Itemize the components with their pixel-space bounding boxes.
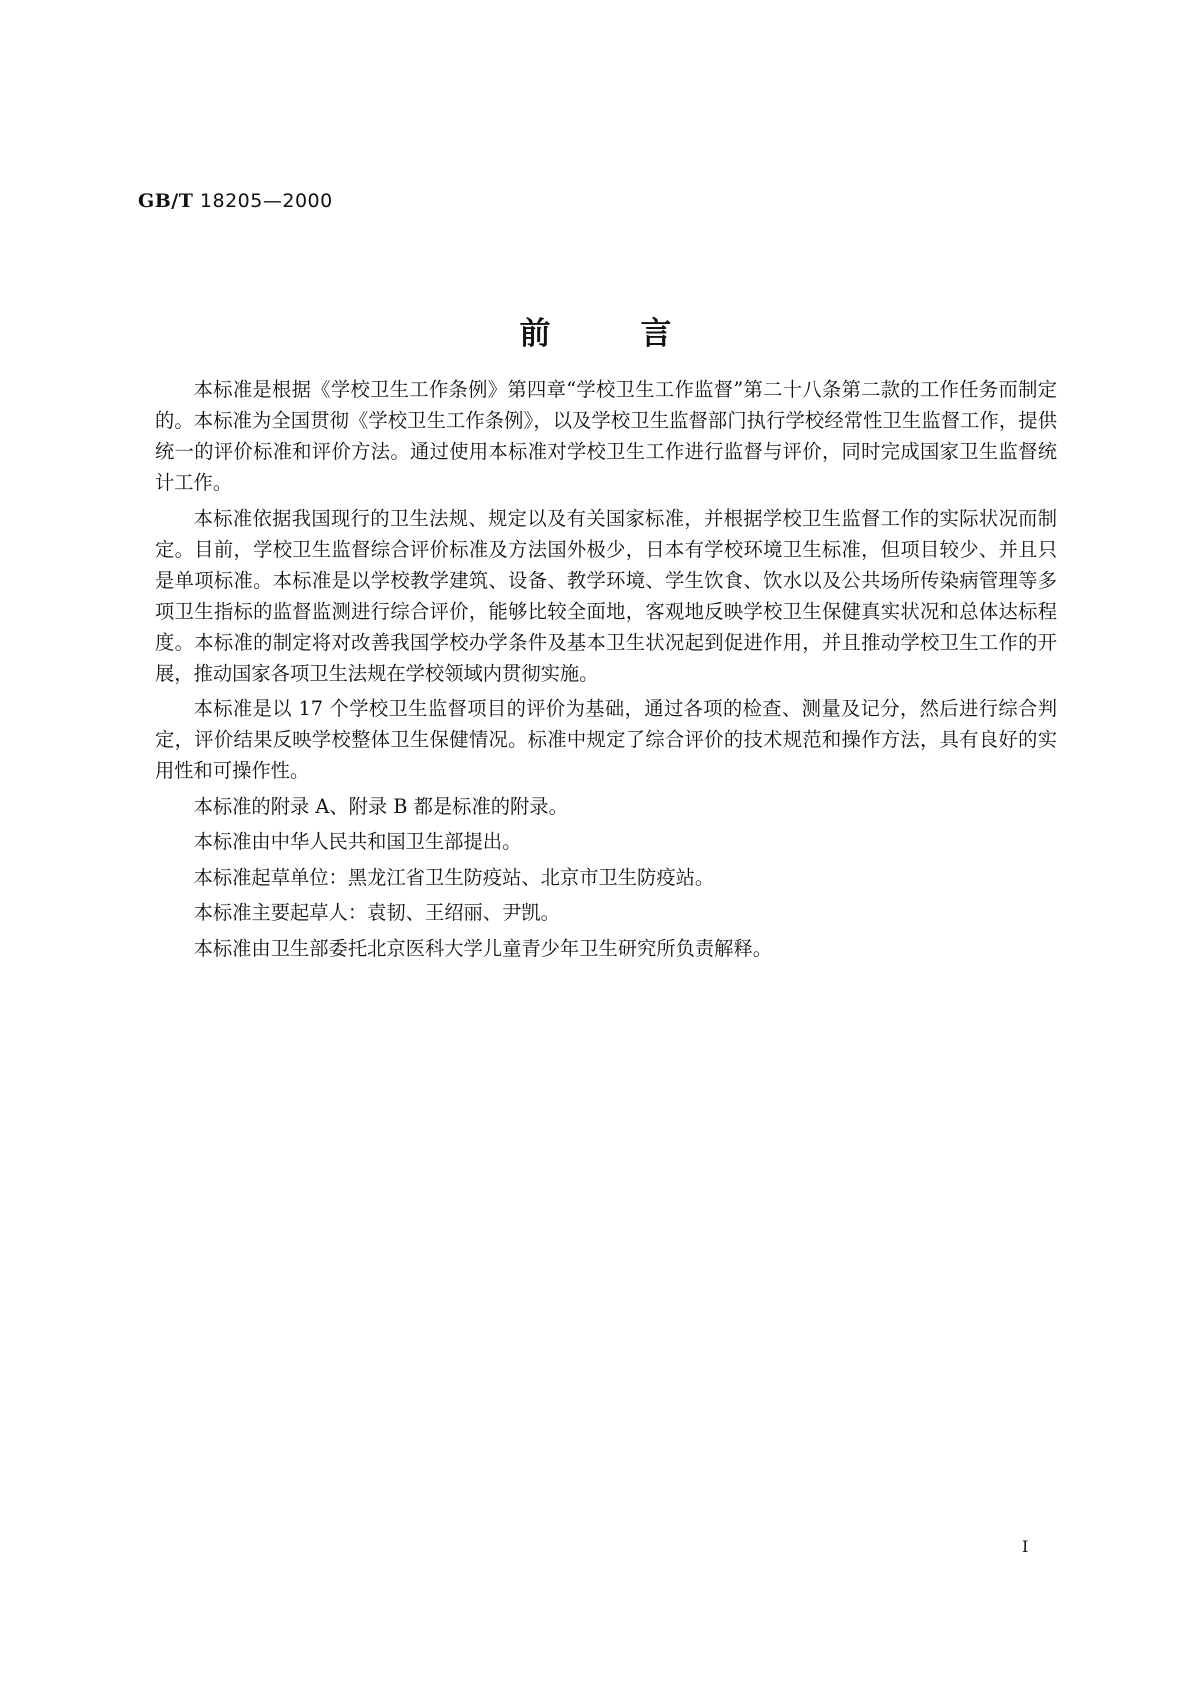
paragraph: 本标准是根据《学校卫生工作条例》第四章“学校卫生工作监督”第二十八条第二款的工作任务而制定的。本标准为全国贯彻《学校卫生工作条例》，以及学校卫生监督部门执行学校经常性卫生监督工作，提供统一的评价标准和评价方法。通过使用本标准对学校卫生工作进行监督与评价，同时完成国家卫生监督统计工作。: [155, 378, 1057, 494]
paragraph: 本标准主要起草人：袁韧、王绍丽、尹凯。: [193, 901, 560, 924]
paragraph: 本标准起草单位：黑龙江省卫生防疫站、北京市卫生防疫站。: [193, 865, 715, 889]
standard-prefix: GB/T: [138, 190, 194, 212]
paragraph: 本标准是以 17 个学校卫生监督项目的评价为基础，通过各项的检查、测量及记分，然后进行综合判定，评价结果反映学校整体卫生保健情况。标准中规定了综合评价的技术规范和操作方法，具有良好的实用性和可操作性。: [155, 697, 1057, 782]
section-title: 前言: [519, 316, 762, 352]
paragraph: 本标准的附录 A、附录 B 都是标准的附录。: [193, 794, 568, 818]
foreword-body: [155, 374, 1057, 968]
standard-code: [138, 190, 333, 212]
page-number: I: [1022, 1537, 1029, 1556]
paragraph: 本标准由中华人民共和国卫生部提出。: [193, 830, 522, 853]
paragraph: 本标准由卫生部委托北京医科大学儿童青少年卫生研究所负责解释。: [193, 936, 773, 960]
standard-number: 18205—2000: [199, 190, 333, 212]
paragraph: 本标准依据我国现行的卫生法规、规定以及有关国家标准，并根据学校卫生监督工作的实际状况而制定。目前，学校卫生监督综合评价标准及方法国外极少，日本有学校环境卫生标准，但项目较少、并且只是单项标准。本标准是以学校教学建筑、设备、教学环境、学生饮食、饮水以及公共场所传染病管理等多项卫生指标的监督监测进行综合评价，能够比较全面地，客观地反映学校卫生保健真实状况和总体达标程度。本标准的制定将对改善我国学校办学条件及基本卫生状况起到促进作用，并且推动学校卫生工作的开展，推动国家各项卫生法规在学校领域内贯彻实施。: [155, 506, 1057, 685]
